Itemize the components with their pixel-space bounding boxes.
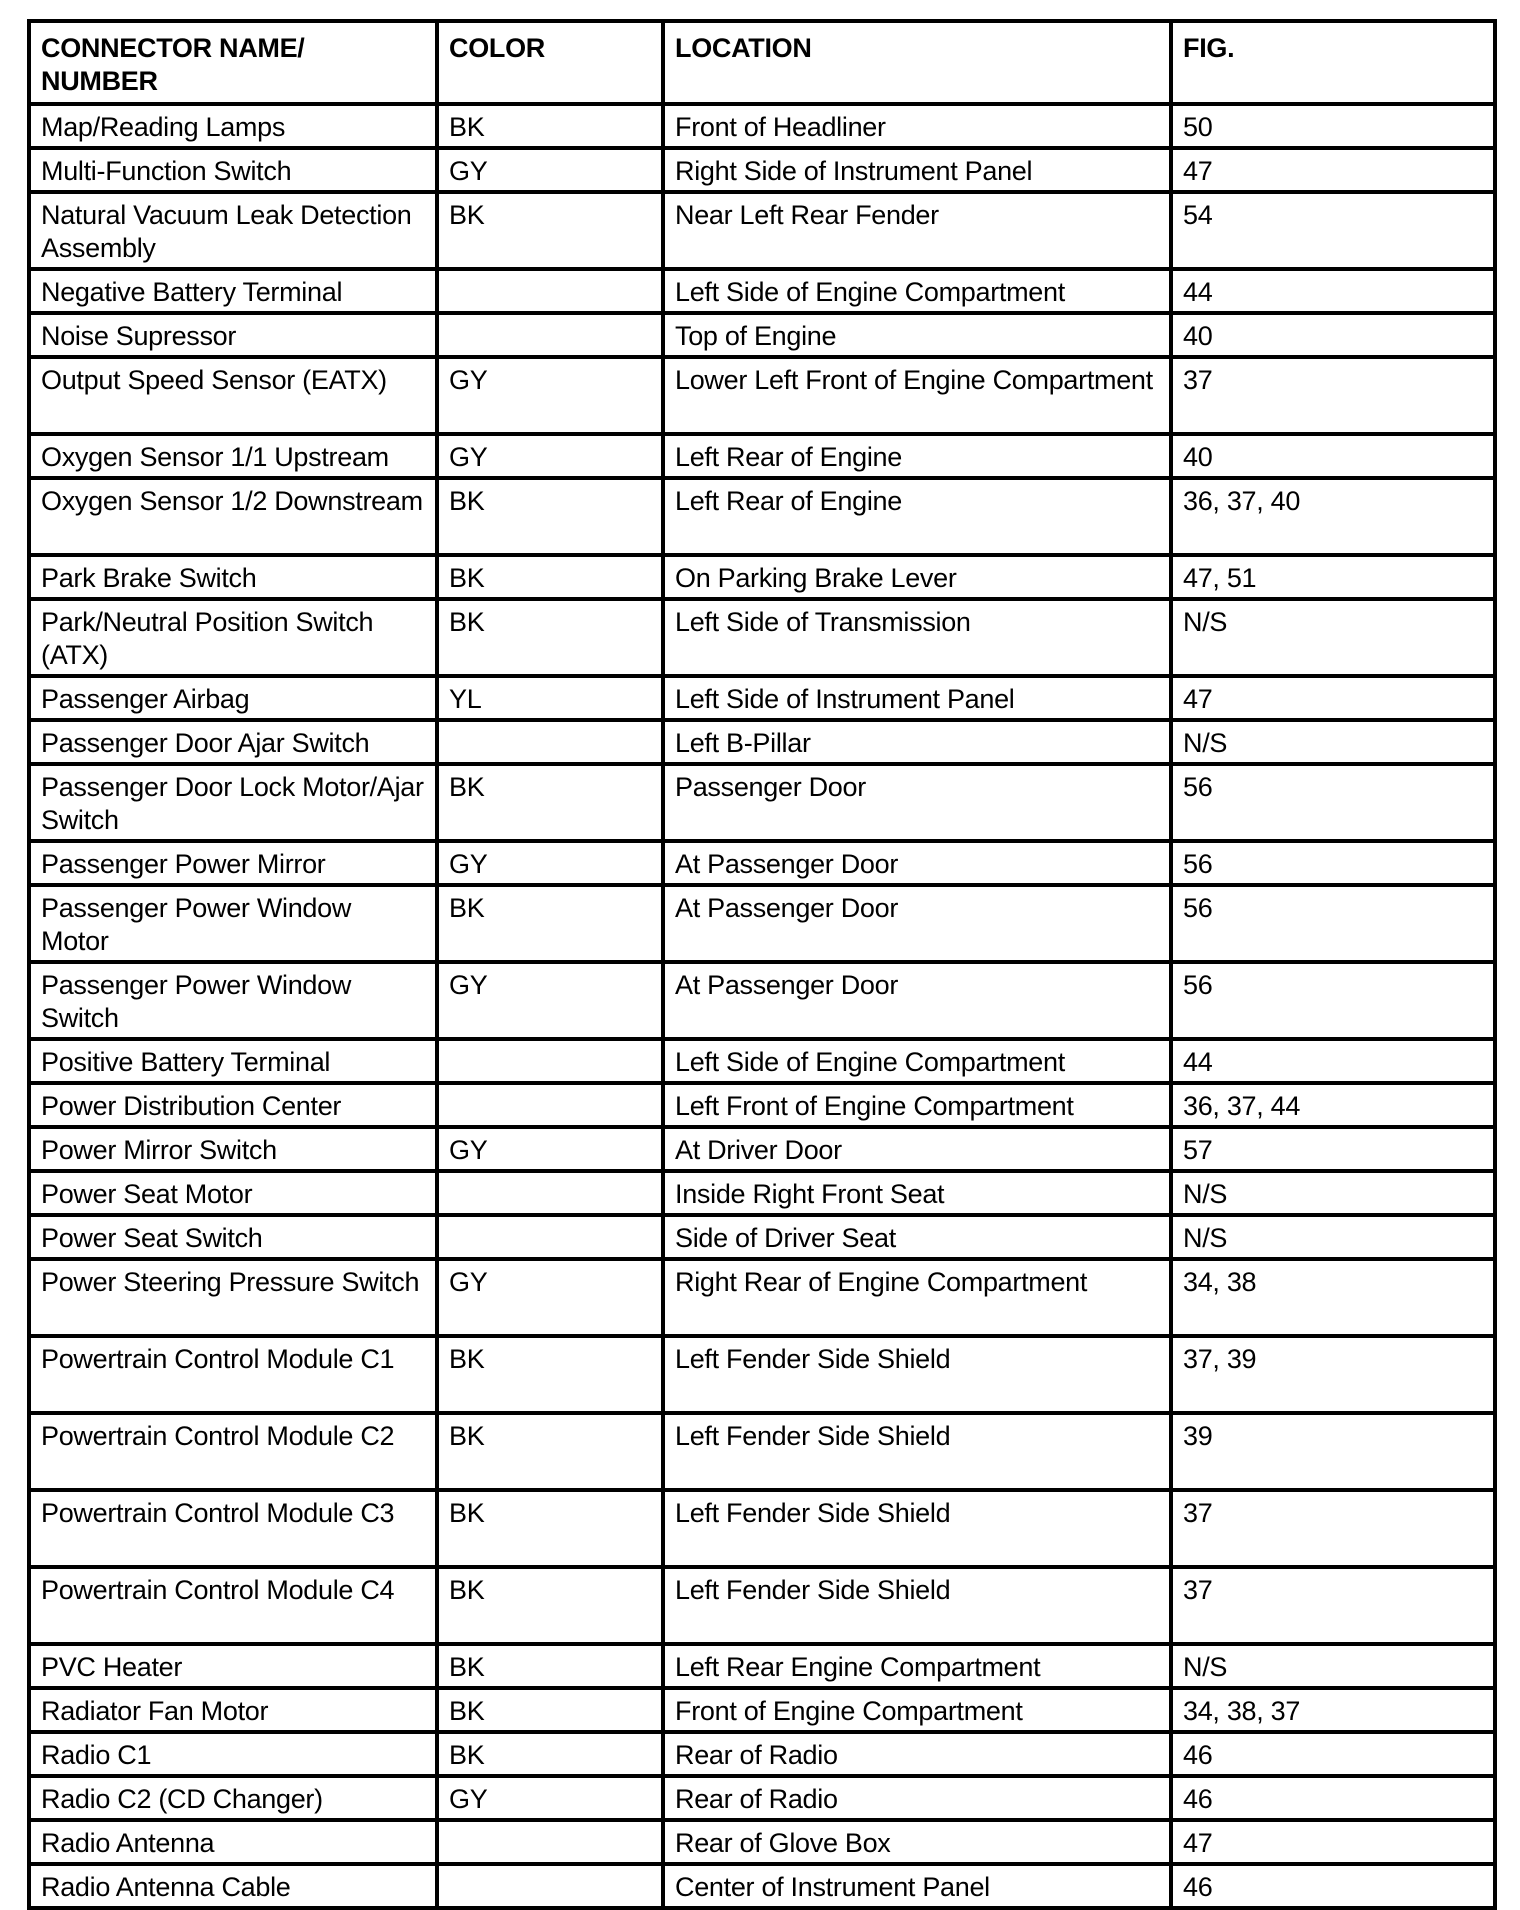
color-cell: BK (437, 764, 663, 841)
fig-cell: 34, 38, 37 (1171, 1688, 1495, 1732)
connector-name-cell: Powertrain Control Module C2 (29, 1413, 437, 1490)
connector-name-cell: Output Speed Sensor (EATX) (29, 357, 437, 434)
location-cell: Left Rear of Engine (663, 434, 1171, 478)
connector-name-cell: Power Seat Switch (29, 1215, 437, 1259)
location-cell: Right Side of Instrument Panel (663, 148, 1171, 192)
fig-cell: 39 (1171, 1413, 1495, 1490)
location-cell: Rear of Glove Box (663, 1820, 1171, 1864)
header-connector-name-line2: NUMBER (41, 66, 158, 96)
table-row (29, 357, 1495, 434)
fig-cell: N/S (1171, 1215, 1495, 1259)
fig-cell: N/S (1171, 720, 1495, 764)
connector-name-cell: Radio Antenna Cable (29, 1864, 437, 1908)
fig-cell: 36, 37, 44 (1171, 1083, 1495, 1127)
connector-name-cell: Power Steering Pressure Switch (29, 1259, 437, 1336)
fig-cell: N/S (1171, 1644, 1495, 1688)
color-cell (437, 269, 663, 313)
fig-cell: 37 (1171, 1490, 1495, 1567)
table-row (29, 1864, 1495, 1908)
color-cell: BK (437, 599, 663, 676)
fig-cell: 34, 38 (1171, 1259, 1495, 1336)
location-cell: Left Fender Side Shield (663, 1336, 1171, 1413)
color-cell: GY (437, 1776, 663, 1820)
color-cell (437, 1215, 663, 1259)
fig-cell: 47 (1171, 676, 1495, 720)
connector-name-cell: PVC Heater (29, 1644, 437, 1688)
location-cell: Left Fender Side Shield (663, 1567, 1171, 1644)
location-cell: Front of Engine Compartment (663, 1688, 1171, 1732)
connector-name-cell: Radio C2 (CD Changer) (29, 1776, 437, 1820)
fig-cell: 47, 51 (1171, 555, 1495, 599)
location-cell: Front of Headliner (663, 104, 1171, 148)
color-cell: BK (437, 1336, 663, 1413)
connector-name-cell: Radio C1 (29, 1732, 437, 1776)
table-row (29, 676, 1495, 720)
location-cell: At Driver Door (663, 1127, 1171, 1171)
color-cell: GY (437, 1127, 663, 1171)
table-row (29, 1259, 1495, 1336)
table-row (29, 1336, 1495, 1413)
location-cell: Left Rear of Engine (663, 478, 1171, 555)
table-row (29, 1083, 1495, 1127)
header-color: COLOR (437, 21, 663, 104)
connector-name-cell: Powertrain Control Module C3 (29, 1490, 437, 1567)
color-cell (437, 1171, 663, 1215)
color-cell: BK (437, 192, 663, 269)
color-cell: BK (437, 1413, 663, 1490)
table-row (29, 764, 1495, 841)
connector-name-cell: Park/Neutral Position Switch (ATX) (29, 599, 437, 676)
table-header-row (29, 21, 1495, 104)
location-cell: Side of Driver Seat (663, 1215, 1171, 1259)
location-cell: Right Rear of Engine Compartment (663, 1259, 1171, 1336)
color-cell (437, 1820, 663, 1864)
table-row (29, 1215, 1495, 1259)
fig-cell: 46 (1171, 1732, 1495, 1776)
location-cell: Passenger Door (663, 764, 1171, 841)
connector-name-cell: Passenger Power Window Switch (29, 962, 437, 1039)
fig-cell: 40 (1171, 434, 1495, 478)
connector-name-cell: Power Seat Motor (29, 1171, 437, 1215)
connector-name-cell: Passenger Power Window Motor (29, 885, 437, 962)
fig-cell: 47 (1171, 1820, 1495, 1864)
table-row (29, 1127, 1495, 1171)
color-cell (437, 1864, 663, 1908)
table-row (29, 1171, 1495, 1215)
connector-name-cell: Noise Supressor (29, 313, 437, 357)
color-cell: BK (437, 1688, 663, 1732)
fig-cell: N/S (1171, 1171, 1495, 1215)
location-cell: Left Side of Transmission (663, 599, 1171, 676)
location-cell: Left Fender Side Shield (663, 1490, 1171, 1567)
location-cell: Left Fender Side Shield (663, 1413, 1171, 1490)
table-row (29, 478, 1495, 555)
fig-cell: 47 (1171, 148, 1495, 192)
color-cell: BK (437, 104, 663, 148)
fig-cell: 56 (1171, 885, 1495, 962)
color-cell: BK (437, 1567, 663, 1644)
location-cell: On Parking Brake Lever (663, 555, 1171, 599)
color-cell: BK (437, 478, 663, 555)
color-cell: GY (437, 841, 663, 885)
connector-name-cell: Passenger Power Mirror (29, 841, 437, 885)
table-body (29, 104, 1495, 1908)
location-cell: At Passenger Door (663, 885, 1171, 962)
fig-cell: 50 (1171, 104, 1495, 148)
location-cell: Inside Right Front Seat (663, 1171, 1171, 1215)
table-row (29, 192, 1495, 269)
connector-name-cell: Oxygen Sensor 1/2 Downstream (29, 478, 437, 555)
header-connector-name (29, 21, 437, 104)
color-cell: BK (437, 1732, 663, 1776)
fig-cell: 56 (1171, 841, 1495, 885)
location-cell: Left Side of Engine Compartment (663, 269, 1171, 313)
location-cell: Left Rear Engine Compartment (663, 1644, 1171, 1688)
fig-cell: 37, 39 (1171, 1336, 1495, 1413)
table-row (29, 1820, 1495, 1864)
fig-cell: 46 (1171, 1864, 1495, 1908)
table-row (29, 1732, 1495, 1776)
color-cell (437, 1083, 663, 1127)
color-cell (437, 313, 663, 357)
color-cell: BK (437, 1490, 663, 1567)
color-cell: BK (437, 1644, 663, 1688)
table-row (29, 1567, 1495, 1644)
table-row (29, 148, 1495, 192)
fig-cell: 37 (1171, 1567, 1495, 1644)
connector-name-cell: Natural Vacuum Leak Detection Assembly (29, 192, 437, 269)
fig-cell: 37 (1171, 357, 1495, 434)
fig-cell: 57 (1171, 1127, 1495, 1171)
table-row (29, 269, 1495, 313)
table-row (29, 104, 1495, 148)
table-row (29, 1413, 1495, 1490)
table-row (29, 885, 1495, 962)
connector-name-cell: Powertrain Control Module C4 (29, 1567, 437, 1644)
fig-cell: 56 (1171, 764, 1495, 841)
color-cell: GY (437, 1259, 663, 1336)
color-cell: GY (437, 962, 663, 1039)
color-cell (437, 720, 663, 764)
table-row (29, 1644, 1495, 1688)
table-row (29, 599, 1495, 676)
location-cell: Top of Engine (663, 313, 1171, 357)
color-cell: BK (437, 885, 663, 962)
color-cell: BK (437, 555, 663, 599)
fig-cell: N/S (1171, 599, 1495, 676)
location-cell: Rear of Radio (663, 1776, 1171, 1820)
location-cell: Lower Left Front of Engine Compartment (663, 357, 1171, 434)
connector-name-cell: Radiator Fan Motor (29, 1688, 437, 1732)
connector-name-cell: Park Brake Switch (29, 555, 437, 599)
fig-cell: 46 (1171, 1776, 1495, 1820)
table-row (29, 720, 1495, 764)
table-row (29, 962, 1495, 1039)
fig-cell: 56 (1171, 962, 1495, 1039)
fig-cell: 40 (1171, 313, 1495, 357)
connector-name-cell: Positive Battery Terminal (29, 1039, 437, 1083)
connector-name-cell: Oxygen Sensor 1/1 Upstream (29, 434, 437, 478)
connector-name-cell: Passenger Door Ajar Switch (29, 720, 437, 764)
color-cell (437, 1039, 663, 1083)
connector-name-cell: Power Mirror Switch (29, 1127, 437, 1171)
table-row (29, 434, 1495, 478)
location-cell: At Passenger Door (663, 841, 1171, 885)
fig-cell: 36, 37, 40 (1171, 478, 1495, 555)
table-row (29, 555, 1495, 599)
color-cell: GY (437, 434, 663, 478)
fig-cell: 44 (1171, 1039, 1495, 1083)
location-cell: Left Side of Instrument Panel (663, 676, 1171, 720)
fig-cell: 54 (1171, 192, 1495, 269)
location-cell: Left Front of Engine Compartment (663, 1083, 1171, 1127)
table-row (29, 1039, 1495, 1083)
table-row (29, 1490, 1495, 1567)
connector-name-cell: Radio Antenna (29, 1820, 437, 1864)
connector-name-cell: Power Distribution Center (29, 1083, 437, 1127)
location-cell: Left Side of Engine Compartment (663, 1039, 1171, 1083)
connector-name-cell: Negative Battery Terminal (29, 269, 437, 313)
location-cell: Center of Instrument Panel (663, 1864, 1171, 1908)
connector-name-cell: Passenger Door Lock Motor/Ajar Switch (29, 764, 437, 841)
fig-cell: 44 (1171, 269, 1495, 313)
connector-location-table (27, 19, 1497, 1910)
connector-name-cell: Powertrain Control Module C1 (29, 1336, 437, 1413)
table-row (29, 1776, 1495, 1820)
location-cell: Rear of Radio (663, 1732, 1171, 1776)
color-cell: GY (437, 357, 663, 434)
header-connector-name-line1: CONNECTOR NAME/ (41, 33, 305, 63)
table-row (29, 313, 1495, 357)
table-row (29, 1688, 1495, 1732)
color-cell: YL (437, 676, 663, 720)
location-cell: At Passenger Door (663, 962, 1171, 1039)
table-row (29, 841, 1495, 885)
connector-name-cell: Multi-Function Switch (29, 148, 437, 192)
connector-name-cell: Map/Reading Lamps (29, 104, 437, 148)
header-fig: FIG. (1171, 21, 1495, 104)
header-location: LOCATION (663, 21, 1171, 104)
connector-name-cell: Passenger Airbag (29, 676, 437, 720)
location-cell: Near Left Rear Fender (663, 192, 1171, 269)
location-cell: Left B-Pillar (663, 720, 1171, 764)
color-cell: GY (437, 148, 663, 192)
